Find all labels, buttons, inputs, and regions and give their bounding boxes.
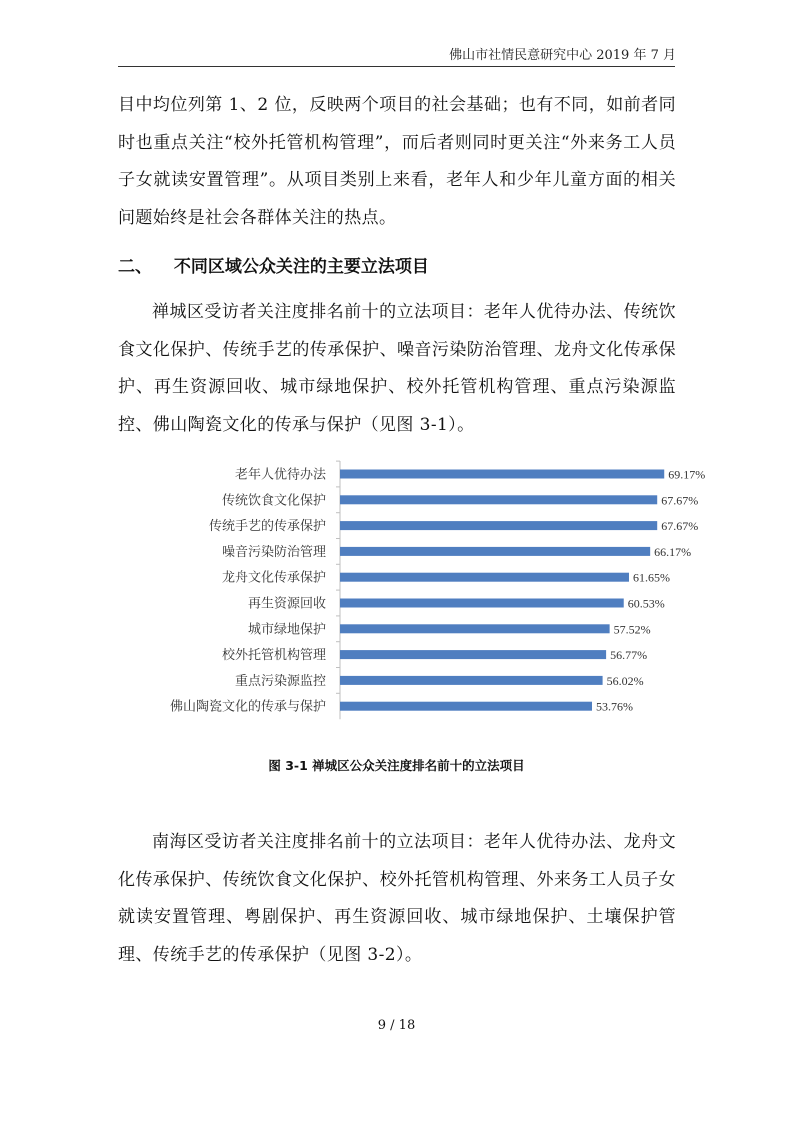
chart-bar xyxy=(340,495,657,504)
chart-bar xyxy=(340,702,592,711)
chart-value-label: 67.67% xyxy=(661,519,699,534)
chart-category-label: 龙舟文化传承保护 xyxy=(221,570,326,586)
figure-caption: 图 3-1 禅城区公众关注度排名前十的立法项目 xyxy=(268,758,525,773)
chart-value-label: 61.65% xyxy=(632,570,670,585)
header-divider xyxy=(118,66,675,67)
chart-value-label: 69.17% xyxy=(668,467,706,482)
page-number: 9 / 18 xyxy=(377,1018,416,1033)
chart-value-label: 67.67% xyxy=(661,493,699,508)
chart-category-label: 重点污染源监控 xyxy=(234,673,326,689)
chart-category-label: 校外托管机构管理 xyxy=(221,648,326,664)
chart-category-label: 传统手艺的传承保护 xyxy=(208,519,326,535)
chart-bar xyxy=(340,676,603,685)
chart-bar xyxy=(340,624,610,633)
chart-bar xyxy=(340,650,606,659)
section-title: 不同区域公众关注的主要立法项目 xyxy=(173,257,429,277)
chart-value-label: 53.76% xyxy=(596,699,633,714)
chart-category-label: 城市绿地保护 xyxy=(247,622,326,638)
chart-value-label: 56.77% xyxy=(610,648,648,663)
chart-value-label: 57.52% xyxy=(613,622,651,637)
chart-value-label: 66.17% xyxy=(654,544,692,559)
chart-bar xyxy=(340,521,657,530)
chart-bar xyxy=(340,547,650,556)
section-heading xyxy=(118,252,429,277)
chart-bar xyxy=(340,573,629,582)
chancheng-paragraph: 禅城区受访者关注度排名前十的立法项目：老年人优待办法、传统饮食文化保护、传统手艺的传承保护、噪音污染防治管理、龙舟文化传承保护、再生资源回收、城市绿地保护、校外托管机构管理、重点污染源监控、佛山陶瓷文化的传承与保护（见图 3-1）。 xyxy=(118,302,676,435)
nanhai-paragraph: 南海区受访者关注度排名前十的立法项目：老年人优待办法、龙舟文化传承保护、传统饮食文化保护、校外托管机构管理、外来务工人员子女就读安置管理、粤剧保护、再生资源回收、城市绿地保护、土壤保护管理、传统手艺的传承保护（见图 3-2）。 xyxy=(118,832,676,965)
chart-category-label: 再生资源回收 xyxy=(247,596,326,612)
chart-value-label: 56.02% xyxy=(606,673,644,688)
page-header: 佛山市社情民意研究中心 2019 年 7 月 xyxy=(449,48,676,63)
chart-category-label: 老年人优待办法 xyxy=(234,467,326,483)
chart-category-label: 传统饮食文化保护 xyxy=(221,493,326,509)
chart-bar xyxy=(340,599,624,608)
chart-category-label: 噪音污染防治管理 xyxy=(221,544,326,560)
intro-paragraph: 目中均位列第 1、2 位，反映两个项目的社会基础；也有不同，如前者同时也重点关注“校外托管机构管理”，而后者则同时更关注“外来务工人员子女就读安置管理”。从项目类别上来看，老年人和少年儿童方面的相关问题始终是社会各群体关注的热点。 xyxy=(118,95,676,228)
chart-value-label: 60.53% xyxy=(627,596,665,611)
chart-bar xyxy=(340,470,664,479)
chart-category-label: 佛山陶瓷文化的传承与保护 xyxy=(169,699,326,715)
section-number: 二、 xyxy=(118,257,152,277)
